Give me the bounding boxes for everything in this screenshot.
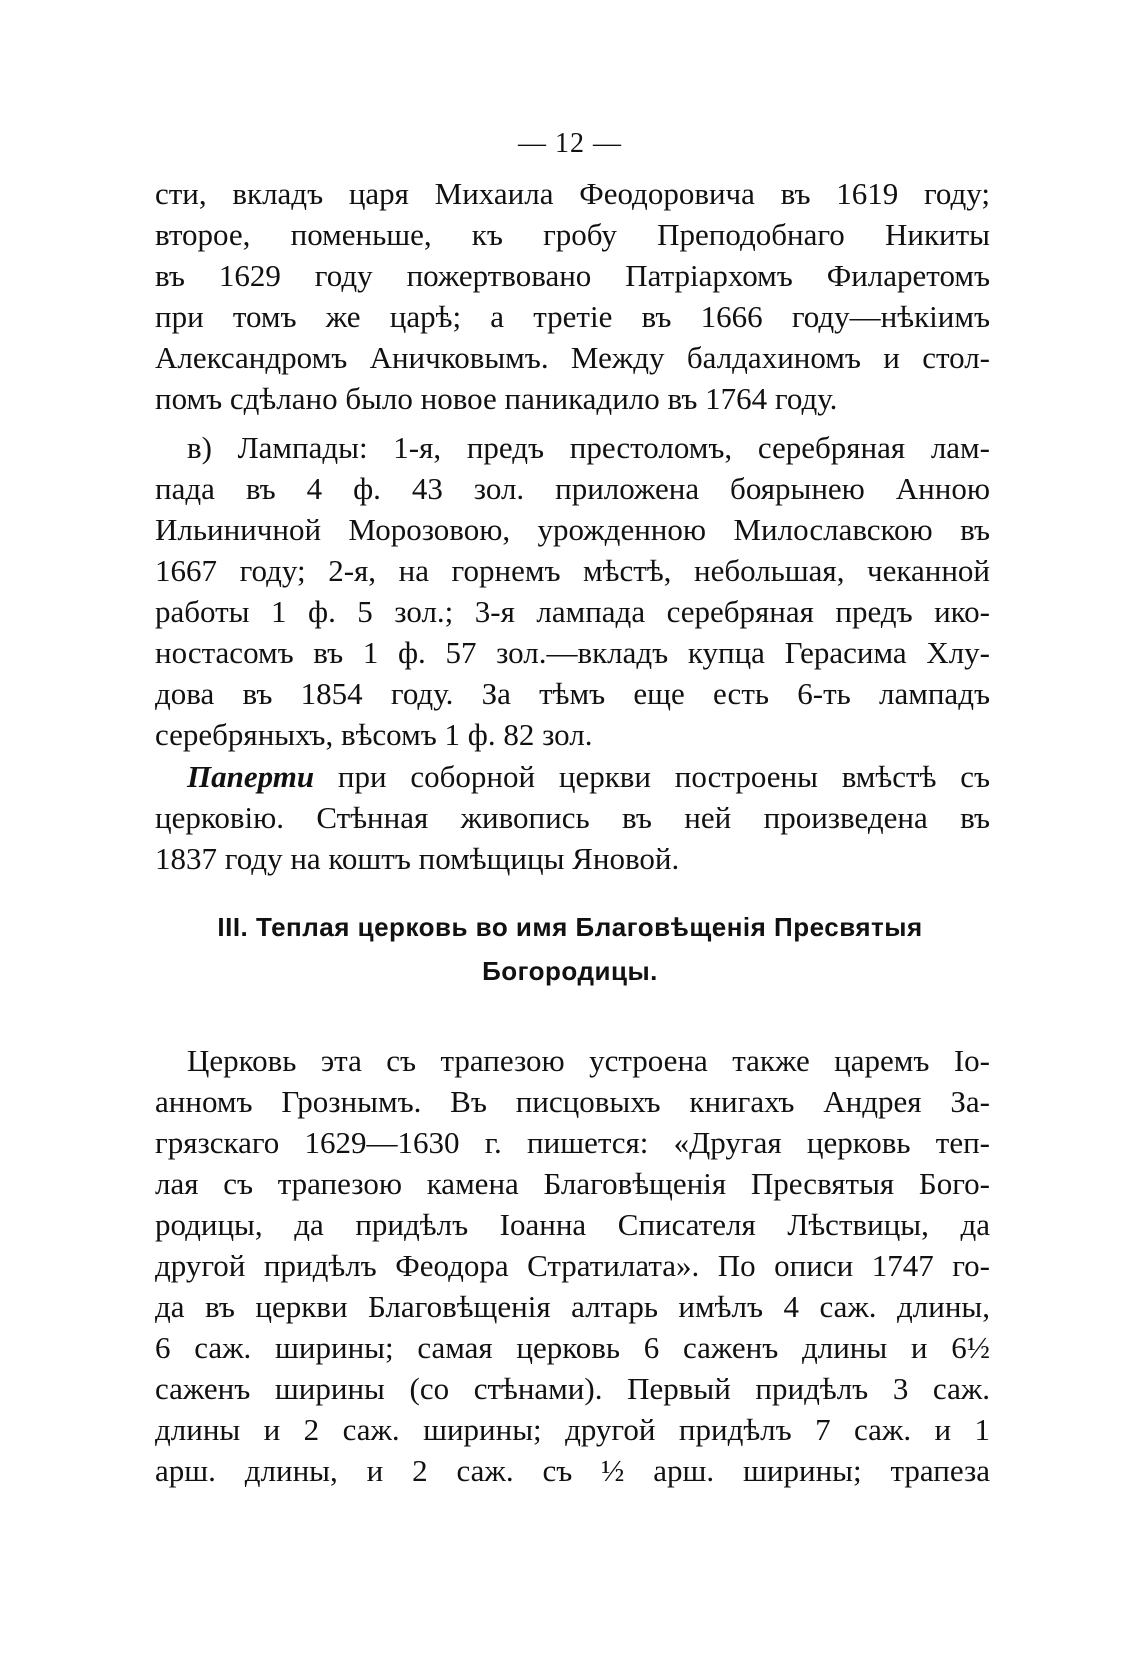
text-line: Церковь эта съ трапезою устроена также царемъ Іо- [187,1043,990,1078]
text-line: церковію. Стѣнная живопись въ ней произведена въ [155,800,990,835]
text-line: саженъ ширины (со стѣнами). Первый придѣлъ 3 саж. [155,1371,990,1406]
text-line: ностасомъ въ 1 ф. 57 зол.—вкладъ купца Герасима Хлу- [155,635,990,670]
text-line: родицы, да придѣлъ Іоанна Списателя Лѣствицы, да [155,1207,990,1242]
italic-term: Паперти [187,759,315,794]
text-line: работы 1 ф. 5 зол.; 3-я лампада серебряная предъ ико- [155,594,990,629]
text-line: Ильиничной Морозовою, урожденною Милославскою въ [155,512,990,547]
text-fragment: при соборной церкви построены вмѣстѣ съ [314,759,990,794]
text-line: анномъ Грознымъ. Въ писцовыхъ книгахъ Андрея За- [155,1084,990,1119]
text-line: пада въ 4 ф. 43 зол. приложена боярынею Анною [155,471,990,506]
paragraph-4 [155,1040,990,1491]
text-line: длины и 2 саж. ширины; другой придѣлъ 7 саж. и 1 [155,1412,990,1447]
text-line: лая съ трапезою камена Благовѣщенія Пресвятыя Бого- [155,1166,990,1201]
page-number: — 12 — [518,128,622,159]
text-line: в) Лампады: 1-я, предъ престоломъ, серебряная лам- [187,430,990,465]
text-line: арш. длины, и 2 саж. съ ½ арш. ширины; трапеза [155,1453,990,1488]
heading-line: Богородицы. [482,956,658,986]
paragraph-1 [155,173,990,419]
text-line [155,756,990,797]
text-line: да въ церкви Благовѣщенія алтарь имѣлъ 4 саж. длины, [155,1289,990,1324]
section-heading [0,905,1140,993]
text-line: сти, вкладъ царя Михаила Феодоровича въ 1619 году; [155,176,990,211]
paragraph-3 [155,756,990,879]
text-line: 1837 году на коштъ помѣщицы Яновой. [155,841,680,876]
text-line: грязскаго 1629—1630 г. пишется: «Другая церковь теп- [155,1125,990,1160]
text-line: при томъ же царѣ; а третіе въ 1666 году—нѣкіимъ [155,299,990,334]
heading-line: III. Теплая церковь во имя Благовѣщенія Пресвятыя [217,912,923,942]
text-line: второе, поменьше, къ гробу Преподобнаго Никиты [155,217,990,252]
text-line: 1667 году; 2-я, на горнемъ мѣстѣ, небольшая, чеканной [155,553,990,588]
text-line: въ 1629 году пожертвовано Патріархомъ Филаретомъ [155,258,990,293]
text-line: 6 саж. ширины; самая церковь 6 саженъ длины и 6½ [155,1330,990,1365]
text-line: помъ сдѣлано было новое паникадило въ 1764 году. [155,381,838,416]
text-line: дова въ 1854 году. За тѣмъ еще есть 6-ть лампадъ [155,676,990,711]
text-line: другой придѣлъ Феодора Стратилата». По описи 1747 го- [155,1248,990,1283]
paragraph-2 [155,427,990,755]
text-line: Александромъ Аничковымъ. Между балдахиномъ и стол- [155,340,990,375]
text-line: серебряныхъ, вѣсомъ 1 ф. 82 зол. [155,717,593,752]
